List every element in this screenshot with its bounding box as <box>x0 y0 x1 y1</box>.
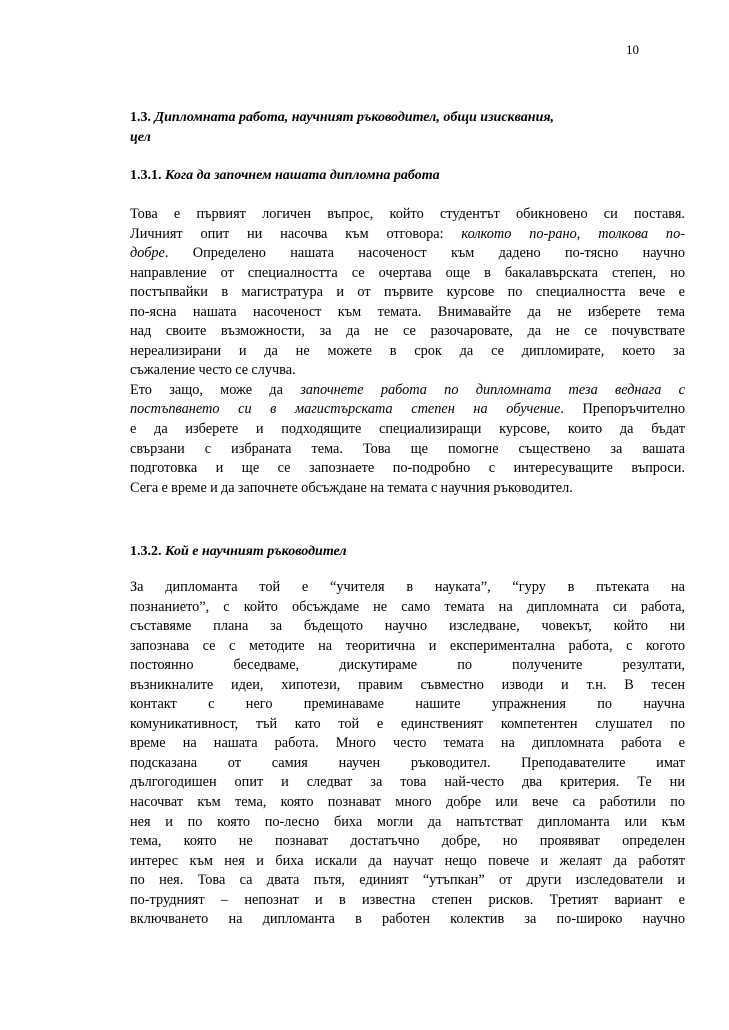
text-line: по нея. Това са двата пътя, единият “утъпкан” от други изследователи и <box>130 872 685 889</box>
paragraph-1 <box>130 205 685 498</box>
text-line: добре. Определено нашата насоченост към дадено по-тясно научно <box>130 245 685 262</box>
text-line: Личният опит ни насочва към отговора: колкото по-рано, толкова по- <box>130 225 685 242</box>
section-title: Дипломната работа, научният ръководител, общи изисквания, <box>154 110 555 125</box>
section-heading-1-3-1 <box>130 166 685 186</box>
section-number: 1.3.2. <box>130 544 162 559</box>
text-line: постоянно беседваме, дискутираме по получените резултати, <box>130 657 685 674</box>
text-line: запознава се с методите на теоритична и експериментална работа, с когото <box>130 637 685 654</box>
text-line: подготовка и ще се запознаете по-подробно с интересуващите въпроси. <box>130 460 685 477</box>
section-title-continuation: цел <box>130 130 151 145</box>
text-line: контакт с него преминаваме нашите упражнения по научна <box>130 696 685 713</box>
text-line: съжаление често се случва. <box>130 362 296 379</box>
text-line: съставяме плана за бъдещото научно изследване, човекът, който ни <box>130 618 685 635</box>
section-heading-1-3-2 <box>130 542 685 562</box>
text-line: Ето защо, може да започнете работа по дипломната теза веднага с <box>130 381 685 398</box>
text-line: Това е първият логичен въпрос, който студентът обикновено си поставя. <box>130 206 685 222</box>
text-line: Сега е време и да започнете обсъждане на темата с научния ръководител. <box>130 479 573 496</box>
page-number: 10 <box>626 42 639 57</box>
text-line: над своите възможности, за да не се разочаровате, да не се почувствате <box>130 323 685 340</box>
text-line: свързани с избраната тема. Това ще помогне съществено за вашата <box>130 440 685 457</box>
text-line: познанието”, с който обсъждаме не само темата на дипломната си работа, <box>130 598 685 615</box>
paragraph-2 <box>130 578 685 930</box>
emphasis: започнете работа по дипломната теза веднага с <box>300 381 685 398</box>
emphasis: колкото по-рано, толкова по- <box>461 225 685 242</box>
text-line: по-ясна нашата насоченост към темата. Внимавайте да не изберете тема <box>130 303 685 320</box>
text-line: дългогодишен опит и следват за това най-често два критерия. Те ни <box>130 774 685 791</box>
section-heading-1-3 <box>130 108 685 148</box>
text-line: постъпвайки в магистратура и от първите курсове по специалността вече е <box>130 284 685 301</box>
emphasis: постъпването си в магистърската степен на обучение <box>130 401 561 418</box>
text-line: За дипломанта той е “учителя в науката”, “гуру в пътеката на <box>130 579 685 595</box>
text-line: интерес към нея и биха искали да научат нещо повече и желаят да работят <box>130 852 685 869</box>
text-line: време на нашата работа. Много често темата на дипломната работа е <box>130 735 685 752</box>
text-line: постъпването си в магистърската степен на обучение. Препоръчително <box>130 401 685 418</box>
section-title: Кога да започнем нашата дипломна работа <box>165 168 440 183</box>
section-number: 1.3. <box>130 110 151 125</box>
section-number: 1.3.1. <box>130 168 162 183</box>
text-line: нереализирани и да не можете в срок да се дипломирате, което за <box>130 342 685 359</box>
text-line: комуникативност, тъй като той е единственият компетентен слушател по <box>130 715 685 732</box>
text-line: тема, която не познават достатъчно добре, но проявяват определен <box>130 833 685 850</box>
text-line: е да изберете и подходящите специализиращи курсове, които да бъдат <box>130 421 685 438</box>
text-line: насочват към тема, която познават много добре или вече са работили по <box>130 794 685 811</box>
text-line: по-трудният – непознат и в известна степен рисков. Третият вариант е <box>130 891 685 908</box>
text-line: включването на дипломанта в работен колектив за по-широко научно <box>130 911 685 928</box>
emphasis: добре <box>130 245 165 262</box>
text-line: нея и по която по-лесно биха могли да напътстват дипломанта или към <box>130 813 685 830</box>
section-title: Кой е научният ръководител <box>165 544 347 559</box>
text-line: направление от специалността се очертава още в бакалавърската степен, но <box>130 264 685 281</box>
text-line: възникналите идеи, хипотези, правим съвместно изводи и т.н. В тесен <box>130 676 685 693</box>
text-line: подсказана от самия научен ръководител. Преподавателите имат <box>130 754 685 771</box>
